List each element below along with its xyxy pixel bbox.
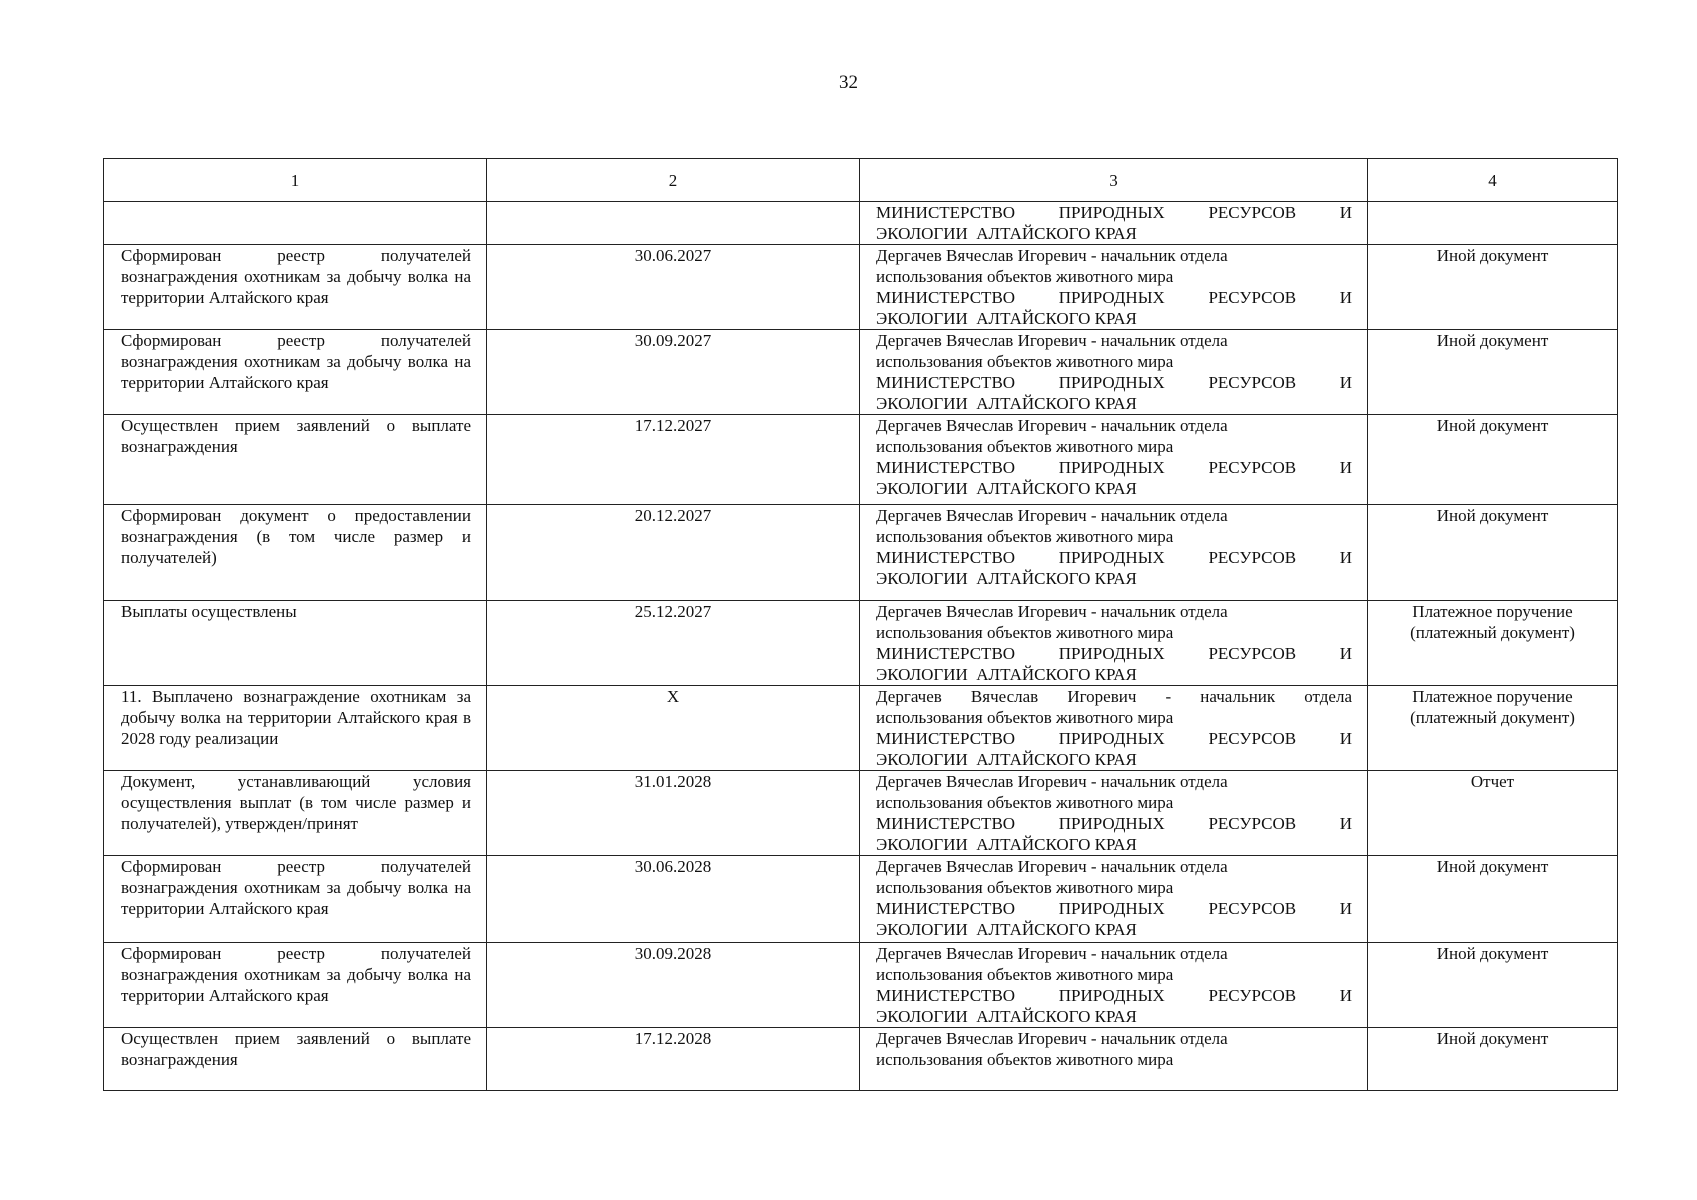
document-type-cell: Иной документ <box>1368 856 1618 943</box>
date-cell: 17.12.2028 <box>487 1028 860 1091</box>
event-cell: 11. Выплачено вознаграждение охотникам за добычу волка на территории Алтайского края в 2028 году реализации <box>104 686 487 771</box>
date-cell: 17.12.2027 <box>487 415 860 505</box>
event-cell <box>104 202 487 245</box>
event-cell: Осуществлен прием заявлений о выплате вознаграждения <box>104 415 487 505</box>
ministry-line-1: МИНИСТЕРСТВО ПРИРОДНЫХ РЕСУРСОВ И <box>876 729 1352 748</box>
column-header-2: 2 <box>487 159 860 202</box>
responsible-line-1: Дергачев Вячеслав Игоревич - начальник отдела <box>876 246 1228 265</box>
table-row <box>104 686 1618 771</box>
responsible-line-2: использования объектов животного мира <box>876 267 1174 286</box>
event-cell: Документ, устанавливающий условия осуществления выплат (в том числе размер и получателей), утвержден/принят <box>104 771 487 856</box>
ministry-line-1: МИНИСТЕРСТВО ПРИРОДНЫХ РЕСУРСОВ И <box>876 814 1352 833</box>
date-cell: 30.06.2027 <box>487 245 860 330</box>
document-type-cell: Иной документ <box>1368 1028 1618 1091</box>
event-cell: Осуществлен прием заявлений о выплате вознаграждения <box>104 1028 487 1091</box>
page-number: 32 <box>839 72 858 93</box>
responsible-line-1: Дергачев Вячеслав Игоревич - начальник отдела <box>876 944 1228 963</box>
ministry-line-2: ЭКОЛОГИИ АЛТАЙСКОГО КРАЯ <box>876 665 1137 684</box>
document-type-cell <box>1368 202 1618 245</box>
responsible-cell <box>860 771 1368 856</box>
event-cell: Сформирован реестр получателей вознаграждения охотникам за добычу волка на территории Алтайского края <box>104 856 487 943</box>
document-type-cell: Иной документ <box>1368 943 1618 1028</box>
date-cell: 31.01.2028 <box>487 771 860 856</box>
table-row <box>104 505 1618 601</box>
responsible-line-1: Дергачев Вячеслав Игоревич - начальник отдела <box>876 416 1228 435</box>
date-cell: 25.12.2027 <box>487 601 860 686</box>
responsible-line-1: Дергачев Вячеслав Игоревич - начальник отдела <box>876 772 1228 791</box>
date-cell: 30.09.2028 <box>487 943 860 1028</box>
responsible-line-2: использования объектов животного мира <box>876 352 1174 371</box>
ministry-line-2: ЭКОЛОГИИ АЛТАЙСКОГО КРАЯ <box>876 309 1137 328</box>
ministry-line-2: ЭКОЛОГИИ АЛТАЙСКОГО КРАЯ <box>876 1007 1137 1026</box>
responsible-line-2: использования объектов животного мира <box>876 1050 1174 1069</box>
header-row <box>104 159 1618 202</box>
document-type-cell: Иной документ <box>1368 330 1618 415</box>
event-cell: Сформирован реестр получателей вознаграждения охотникам за добычу волка на территории Алтайского края <box>104 943 487 1028</box>
responsible-line-1: Дергачев Вячеслав Игоревич - начальник отдела <box>876 687 1352 706</box>
column-header-4: 4 <box>1368 159 1618 202</box>
ministry-line-2: ЭКОЛОГИИ АЛТАЙСКОГО КРАЯ <box>876 394 1137 413</box>
responsible-line-1: Дергачев Вячеслав Игоревич - начальник отдела <box>876 602 1228 621</box>
table-row <box>104 245 1618 330</box>
responsible-cell <box>860 330 1368 415</box>
table-row <box>104 771 1618 856</box>
ministry-line-2: ЭКОЛОГИИ АЛТАЙСКОГО КРАЯ <box>876 750 1137 769</box>
table-row <box>104 856 1618 943</box>
ministry-line-1: МИНИСТЕРСТВО ПРИРОДНЫХ РЕСУРСОВ И <box>876 373 1352 392</box>
responsible-line-1: Дергачев Вячеслав Игоревич - начальник отдела <box>876 1029 1228 1048</box>
date-cell <box>487 202 860 245</box>
document-type-cell: Платежное поручение (платежный документ) <box>1368 686 1618 771</box>
table-row <box>104 202 1618 245</box>
table-row <box>104 943 1618 1028</box>
ministry-line-2: ЭКОЛОГИИ АЛТАЙСКОГО КРАЯ <box>876 920 1137 939</box>
responsible-line-1: Дергачев Вячеслав Игоревич - начальник отдела <box>876 506 1228 525</box>
ministry-line-2: ЭКОЛОГИИ АЛТАЙСКОГО КРАЯ <box>876 569 1137 588</box>
table-row <box>104 1028 1618 1091</box>
event-cell: Сформирован реестр получателей вознаграждения охотникам за добычу волка на территории Алтайского края <box>104 330 487 415</box>
responsible-line-2: использования объектов животного мира <box>876 437 1174 456</box>
document-type-cell: Иной документ <box>1368 415 1618 505</box>
date-cell: 30.09.2027 <box>487 330 860 415</box>
ministry-line-2: ЭКОЛОГИИ АЛТАЙСКОГО КРАЯ <box>876 224 1137 243</box>
date-cell: 20.12.2027 <box>487 505 860 601</box>
responsible-line-2: использования объектов животного мира <box>876 527 1174 546</box>
responsible-cell <box>860 1028 1368 1091</box>
responsible-cell <box>860 686 1368 771</box>
event-cell: Выплаты осуществлены <box>104 601 487 686</box>
responsible-line-1: Дергачев Вячеслав Игоревич - начальник отдела <box>876 857 1228 876</box>
responsible-line-2: использования объектов животного мира <box>876 623 1174 642</box>
ministry-line-1: МИНИСТЕРСТВО ПРИРОДНЫХ РЕСУРСОВ И <box>876 203 1352 222</box>
ministry-line-1: МИНИСТЕРСТВО ПРИРОДНЫХ РЕСУРСОВ И <box>876 288 1352 307</box>
column-header-1: 1 <box>104 159 487 202</box>
document-type-cell: Иной документ <box>1368 505 1618 601</box>
event-cell: Сформирован документ о предоставлении вознаграждения (в том числе размер и получателей) <box>104 505 487 601</box>
document-type-cell: Отчет <box>1368 771 1618 856</box>
date-cell: 30.06.2028 <box>487 856 860 943</box>
document-type-cell: Иной документ <box>1368 245 1618 330</box>
table-row <box>104 601 1618 686</box>
date-cell: X <box>487 686 860 771</box>
responsible-line-1: Дергачев Вячеслав Игоревич - начальник отдела <box>876 331 1228 350</box>
event-cell: Сформирован реестр получателей вознаграждения охотникам за добычу волка на территории Алтайского края <box>104 245 487 330</box>
responsible-cell <box>860 202 1368 245</box>
ministry-line-1: МИНИСТЕРСТВО ПРИРОДНЫХ РЕСУРСОВ И <box>876 986 1352 1005</box>
document-type-cell: Платежное поручение (платежный документ) <box>1368 601 1618 686</box>
column-header-3: 3 <box>860 159 1368 202</box>
table-row <box>104 330 1618 415</box>
responsible-cell <box>860 415 1368 505</box>
ministry-line-1: МИНИСТЕРСТВО ПРИРОДНЫХ РЕСУРСОВ И <box>876 644 1352 663</box>
ministry-line-1: МИНИСТЕРСТВО ПРИРОДНЫХ РЕСУРСОВ И <box>876 899 1352 918</box>
ministry-line-1: МИНИСТЕРСТВО ПРИРОДНЫХ РЕСУРСОВ И <box>876 548 1352 567</box>
responsible-cell <box>860 943 1368 1028</box>
responsible-line-2: использования объектов животного мира <box>876 793 1174 812</box>
responsible-line-2: использования объектов животного мира <box>876 878 1174 897</box>
responsible-line-2: использования объектов животного мира <box>876 965 1174 984</box>
ministry-line-2: ЭКОЛОГИИ АЛТАЙСКОГО КРАЯ <box>876 835 1137 854</box>
ministry-line-1: МИНИСТЕРСТВО ПРИРОДНЫХ РЕСУРСОВ И <box>876 458 1352 477</box>
responsible-cell <box>860 245 1368 330</box>
responsible-cell <box>860 505 1368 601</box>
ministry-line-2: ЭКОЛОГИИ АЛТАЙСКОГО КРАЯ <box>876 479 1137 498</box>
responsible-cell <box>860 601 1368 686</box>
table-row <box>104 415 1618 505</box>
responsible-line-2: использования объектов животного мира <box>876 708 1174 727</box>
responsible-cell <box>860 856 1368 943</box>
schedule-table <box>103 158 1618 1091</box>
